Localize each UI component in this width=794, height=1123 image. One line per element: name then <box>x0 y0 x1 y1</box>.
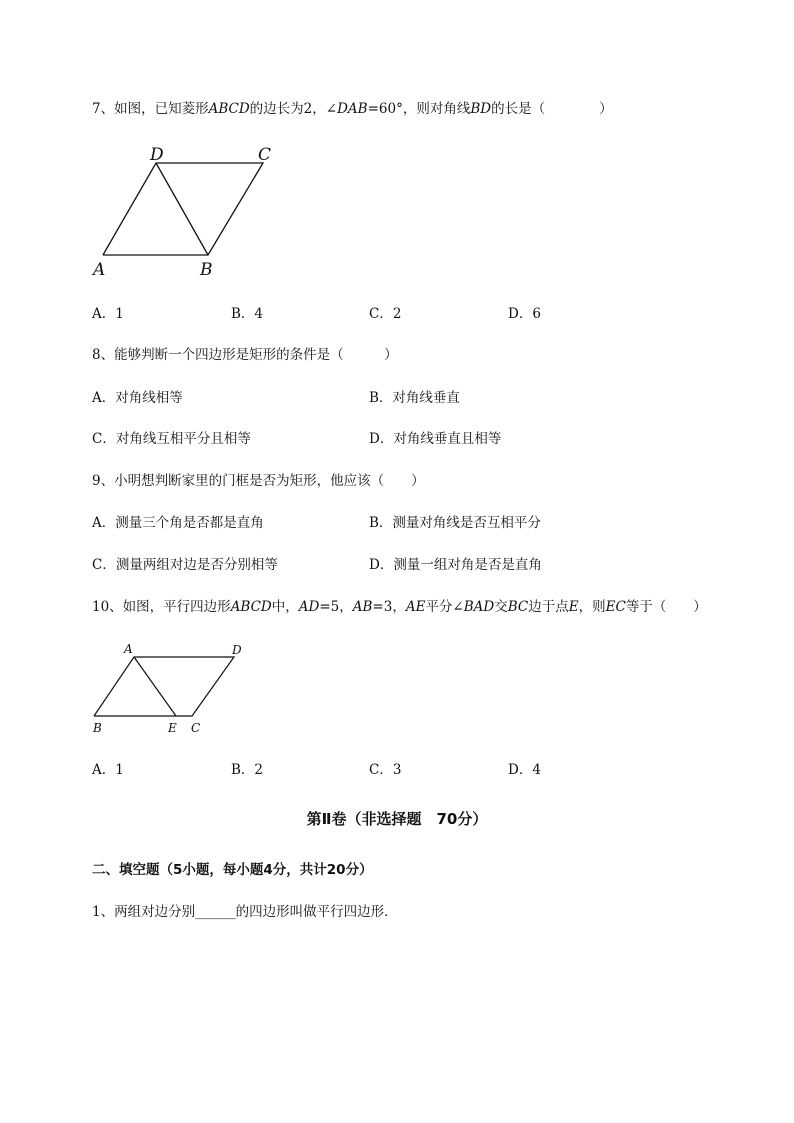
q10-text-1: 中， <box>271 599 299 615</box>
q7-segment: BD <box>470 101 492 117</box>
diagonal-bd <box>156 163 208 255</box>
section-2-title: 第Ⅱ卷（非选择题 70分） <box>306 810 488 828</box>
label-c: C <box>258 145 272 165</box>
q9-option-b: B．测量对角线是否互相平分 <box>369 515 541 531</box>
fill-in-question-1: 1、两组对边分别______的四边形叫做平行四边形． <box>92 904 398 920</box>
q10-option-d: D．4 <box>508 762 541 778</box>
q10-shape: ABCD <box>230 599 272 615</box>
q7-option-a: A．1 <box>92 306 124 322</box>
q8-option-a: A．对角线相等 <box>92 390 183 406</box>
q10-text-8: 等于（ ） <box>625 599 707 615</box>
q10-text-2: =5， <box>319 599 353 615</box>
label-a: A <box>124 642 133 656</box>
q10-ad: AD <box>298 599 320 615</box>
q7-text-mid1: 的边长为2，∠ <box>249 101 338 117</box>
q10-ec: EC <box>605 599 626 615</box>
q10-text-7: ，则 <box>578 599 606 615</box>
rhombus-outline <box>103 163 263 255</box>
q10-text-4: 平分∠ <box>425 599 464 615</box>
label-d: D <box>150 145 164 165</box>
q9-option-c: C．测量两组对边是否分别相等 <box>92 557 278 573</box>
parallelogram-outline <box>94 657 234 716</box>
q10-e: E <box>568 599 579 615</box>
q8-option-c: C．对角线互相平分且相等 <box>92 431 251 447</box>
q9-option-a: A．测量三个角是否都是直角 <box>92 515 264 531</box>
parallelogram-figure <box>88 640 258 740</box>
label-c: C <box>191 721 201 735</box>
label-a: A <box>93 260 106 280</box>
q8-option-d: D．对角线垂直且相等 <box>369 431 502 447</box>
label-b: B <box>200 260 213 280</box>
q10-ae: AE <box>405 599 426 615</box>
q7-angle: DAB <box>337 101 368 117</box>
q10-text-5: 交 <box>494 599 508 615</box>
label-e: E <box>168 721 177 735</box>
q10-ab: AB <box>352 599 373 615</box>
q7-text-mid2: =60°，则对角线 <box>367 101 471 117</box>
label-b: B <box>93 721 102 735</box>
q7-text-pre: 7、如图，已知菱形 <box>92 101 209 117</box>
q10-option-b: B．2 <box>231 762 264 778</box>
q10-option-a: A．1 <box>92 762 124 778</box>
rhombus-figure <box>88 140 308 282</box>
question-7 <box>92 100 613 118</box>
q7-option-c: C．2 <box>369 306 402 322</box>
q8-option-b: B．对角线垂直 <box>369 390 460 406</box>
q7-text-post: 的长是（ ） <box>491 101 613 117</box>
q9-option-d: D．测量一组对角是否是直角 <box>369 557 542 573</box>
q10-bad: BAD <box>463 599 495 615</box>
q7-shape: ABCD <box>208 101 250 117</box>
question-9: 9、小明想判断家里的门框是否为矩形，他应该（ ） <box>92 473 425 489</box>
segment-ae <box>134 657 176 716</box>
q7-option-b: B．4 <box>231 306 264 322</box>
fill-in-section-subtitle: 二、填空题（5小题，每小题4分，共计20分） <box>92 862 373 878</box>
q7-option-d: D．6 <box>508 306 541 322</box>
question-8: 8、能够判断一个四边形是矩形的条件是（ ） <box>92 347 398 363</box>
q10-text-6: 边于点 <box>528 599 569 615</box>
label-d: D <box>232 643 242 657</box>
q10-option-c: C．3 <box>369 762 402 778</box>
q10-bc: BC <box>507 599 529 615</box>
q10-text-3: =3， <box>372 599 406 615</box>
question-10 <box>92 598 707 616</box>
q10-text-pre: 10、如图，平行四边形 <box>92 599 231 615</box>
